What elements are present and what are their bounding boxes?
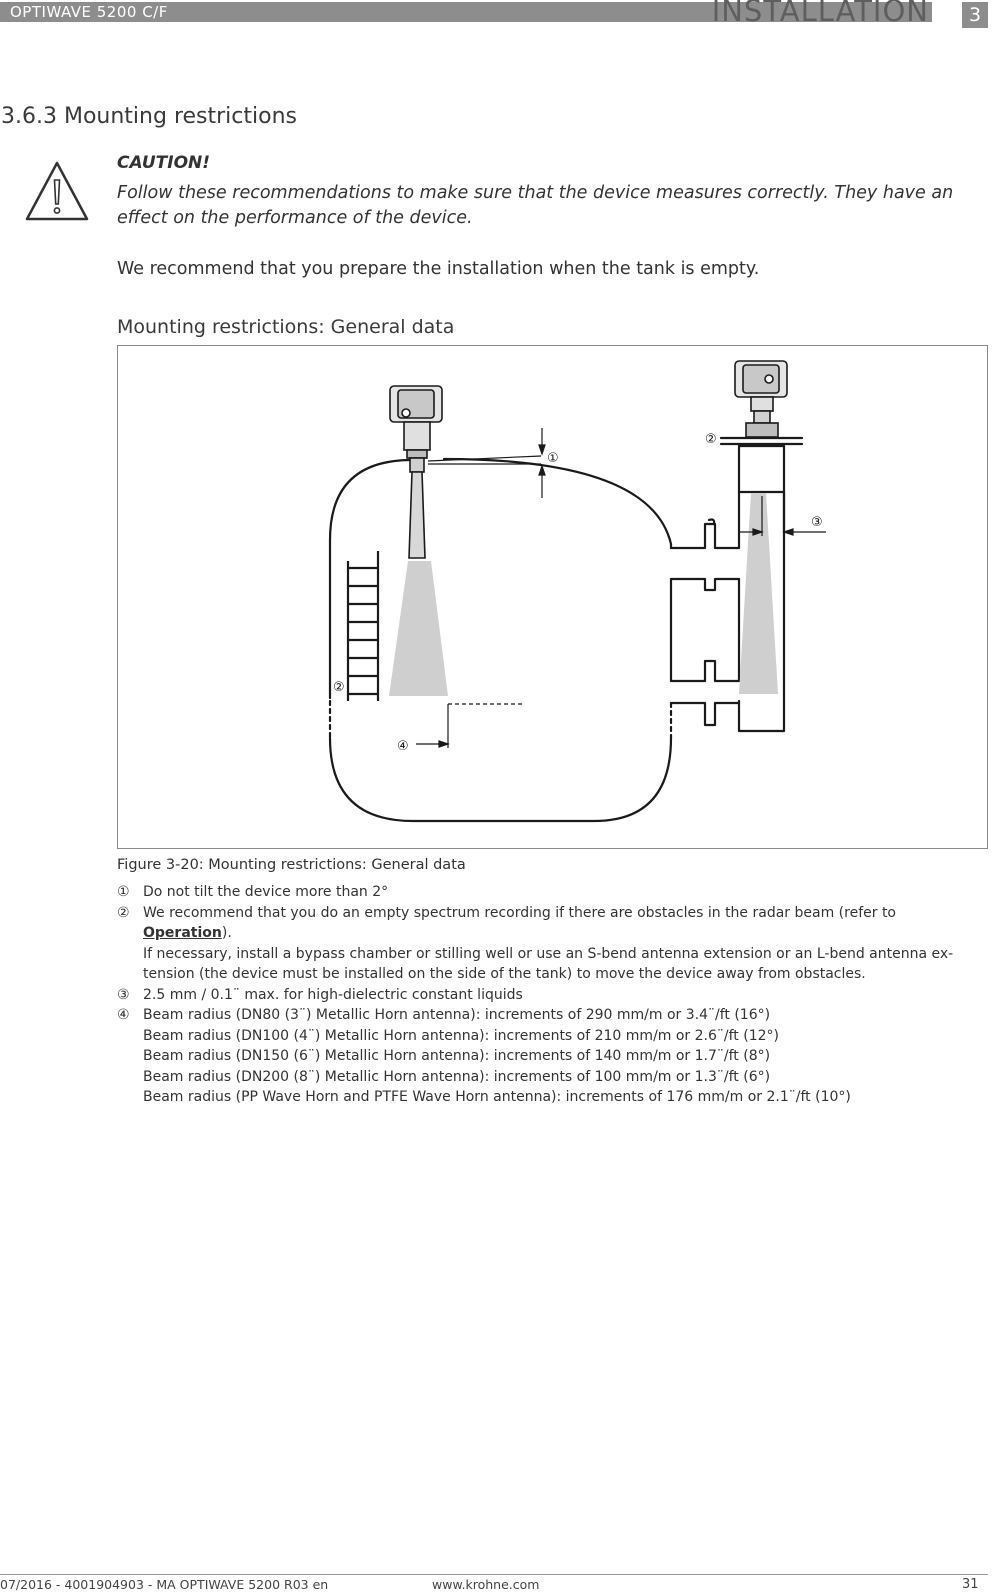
ladder-obstacle: [348, 551, 378, 701]
legend-text: tension (the device must be installed on the side of the tank) to move the device away from obstacles.: [143, 966, 866, 982]
section-heading: 3.6.3 Mounting restrictions: [1, 104, 297, 129]
legend-item-3: [117, 985, 989, 1006]
footer-rule: [0, 1574, 988, 1575]
footer-document-id: 07/2016 - 4001904903 - MA OPTIWAVE 5200 R03 en: [0, 1577, 329, 1592]
caution-text: Follow these recommendations to make sure that the device measures correctly. They have an effect on the performance of the device.: [117, 183, 954, 228]
callout-2-ladder: ②: [333, 680, 345, 695]
legend-text: Beam radius (DN150 (6¨) Metallic Horn antenna): increments of 140 mm/m or 1.7¨/ft (8°): [143, 1048, 771, 1064]
chapter-number-badge: 3: [962, 2, 988, 28]
legend-text: Do not tilt the device more than 2°: [143, 884, 389, 900]
legend-item-4: [117, 1005, 989, 1108]
legend-text: Beam radius (DN80 (3¨) Metallic Horn antenna): increments of 290 mm/m or 3.4¨/ft (16°): [143, 1007, 771, 1023]
legend-number: ④: [117, 1007, 130, 1023]
callout-2-bypass: ②: [705, 432, 717, 447]
callout-1: ①: [547, 451, 559, 466]
legend-text: We recommend that you do an empty spectrum recording if there are obstacles in the radar beam (refer to Operation).: [143, 904, 896, 941]
page-number: 31: [962, 1577, 979, 1592]
beam-radius-indicator: [416, 704, 522, 748]
callout-4: ④: [397, 739, 409, 754]
legend-item-2: [117, 903, 989, 985]
tank-roof-right: [444, 459, 671, 544]
legend-text: Beam radius (PP Wave Horn and PTFE Wave Horn antenna): increments of 176 mm/m or 2.1¨/ft (10°): [143, 1089, 851, 1105]
radar-beam-left: [389, 561, 448, 696]
footer-website-link[interactable]: www.krohne.com: [432, 1577, 540, 1592]
figure-legend: [117, 882, 989, 1108]
legend-text: Beam radius (DN100 (4¨) Metallic Horn antenna): increments of 210 mm/m or 2.6¨/ft (12°): [143, 1027, 779, 1044]
callout-3: ③: [811, 515, 823, 530]
figure-subtitle: Mounting restrictions: General data: [117, 316, 455, 338]
legend-text: 2.5 mm / 0.1¨ max. for high-dielectric constant liquids: [143, 986, 523, 1003]
level-transmitter-bypass: [735, 361, 787, 437]
tank-diagram: [118, 346, 989, 850]
caution-label: CAUTION!: [117, 153, 211, 173]
legend-item-1: [117, 882, 989, 903]
level-transmitter-left: [390, 386, 442, 558]
legend-number: ③: [117, 986, 130, 1003]
mounting-restrictions-figure: [117, 345, 988, 849]
legend-number: ②: [117, 904, 130, 921]
recommendation-text: We recommend that you prepare the installation when the tank is empty.: [117, 259, 760, 279]
header-product-name: OPTIWAVE 5200 C/F: [10, 3, 168, 21]
legend-text: If necessary, install a bypass chamber or stilling well or use an S-bend antenna extension or an L-bend antenna ex-: [143, 945, 954, 962]
header-section-title: INSTALLATION: [711, 0, 929, 28]
operation-link[interactable]: Operation: [143, 925, 222, 941]
warning-triangle-icon: [24, 160, 90, 222]
radar-beam-bypass: [739, 493, 778, 694]
legend-number: ①: [117, 884, 130, 900]
legend-text: Beam radius (DN200 (8¨) Metallic Horn antenna): increments of 100 mm/m or 1.3¨/ft (6°): [143, 1068, 771, 1085]
tank-bottom: [330, 738, 671, 821]
figure-caption: Figure 3-20: Mounting restrictions: General data: [117, 857, 466, 873]
